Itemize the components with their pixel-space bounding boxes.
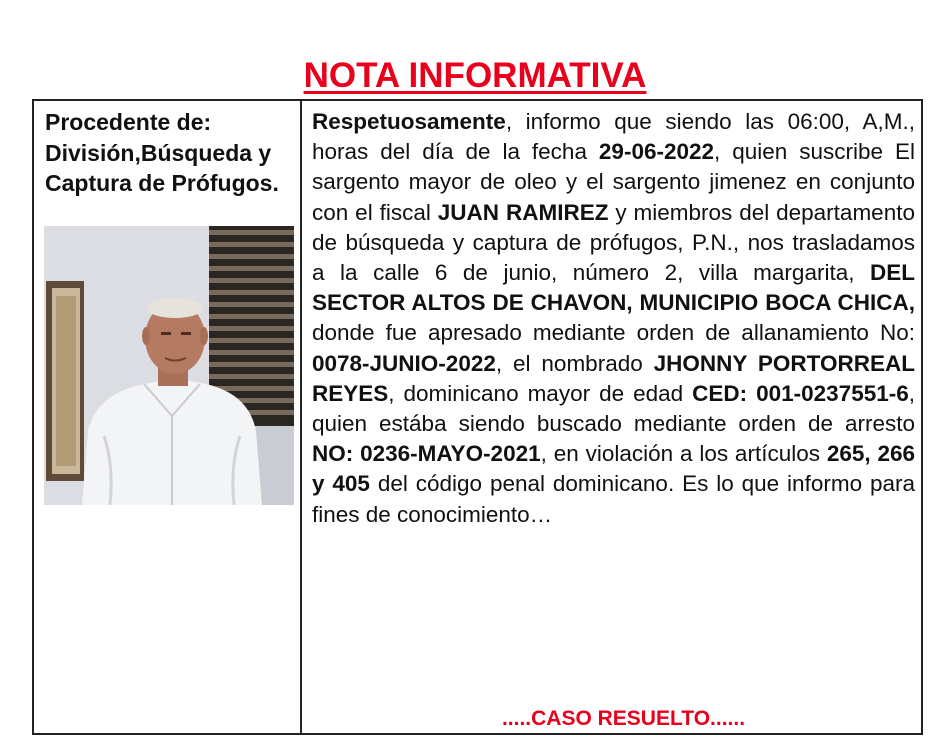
report-date: 29-06-2022 <box>598 139 715 165</box>
report-arrest-order: NO: 0236-MAYO-2021 <box>312 441 541 467</box>
right-column <box>302 101 923 733</box>
report-text: del código penal dominicano. Es lo que informo para fines de conocimiento… <box>312 471 915 527</box>
subject-photo <box>44 226 294 505</box>
report-id-number: CED: 001-0237551-6 <box>692 380 909 406</box>
report-text: , el nombrado <box>495 350 654 376</box>
origin-label: Procedente de: División,Búsqueda y Captura de Prófugos. <box>45 109 279 196</box>
report-prosecutor: JUAN RAMIREZ <box>437 199 609 225</box>
report-text: , en violación a los artículos <box>540 441 827 467</box>
document-title-text: NOTA INFORMATIVA <box>303 56 647 95</box>
report-table <box>32 99 923 735</box>
report-body <box>312 107 915 530</box>
report-warrant-number: 0078-JUNIO-2022 <box>312 350 496 376</box>
report-sector: DEL SECTOR ALTOS DE CHAVON, MUNICIPIO BOCA CHICA, <box>312 260 915 316</box>
report-detainee-name: JHONNY PORTORREAL REYES <box>312 350 915 406</box>
report-text: , quien suscribe El sargento mayor de oleo y el sargento jimenez en conjunto con el fiscal <box>312 139 915 225</box>
report-text: donde fue apresado mediante orden de allanamiento No: <box>312 320 915 346</box>
report-articles: 265, 266 y 405 <box>312 441 915 497</box>
report-text: , quien estába siendo buscado mediante orden de arresto <box>312 380 916 437</box>
left-column <box>34 101 300 733</box>
case-closed-label: .....CASO RESUELTO...... <box>501 707 746 730</box>
report-text: y miembros del departamento de búsqueda y captura de prófugos, P.N., nos trasladamos a la calle 6 de junio, número 2, villa margarita, <box>312 199 915 286</box>
report-bold-text: Respetuosamente <box>312 109 506 134</box>
report-text: , dominicano mayor de edad <box>388 380 693 406</box>
document-title <box>0 55 950 97</box>
report-text: , informo que siendo las 06:00, A,M., horas del día de la fecha <box>312 109 915 165</box>
